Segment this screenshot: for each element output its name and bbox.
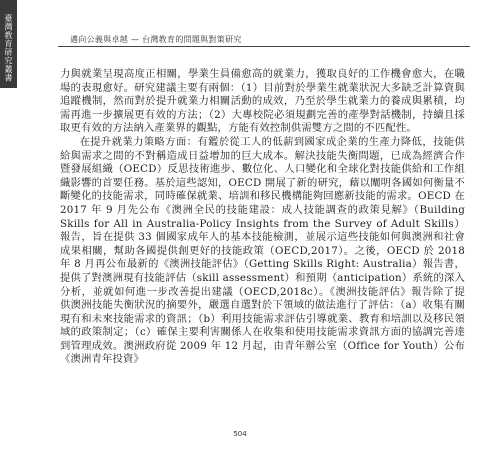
body-text — [60, 68, 465, 367]
side-tab — [0, 0, 17, 88]
page-number: 504 — [233, 430, 247, 438]
running-header: 邁向公義與卓越 — 台灣教育的問題與對策研究 — [70, 35, 242, 44]
header-rule — [58, 46, 470, 47]
side-tab-label: 臺灣教育研究叢書 — [4, 14, 13, 82]
paragraph-1: 力與就業呈現高度正相關，學業生員備愈高的就業力，獲取良好的工作機會愈大，在職場的表現愈好。研究建議主要有兩個：（1）目前對於學業生就業狀況大多缺乏計算資與追蹤機制，然而對於提升就業力相關活動的成效，乃至於學生就業力的養成與累積，均需再進一步擴展更有效的方法；（2）大專校院必須規劃完善的產學對話機制，持續且採取更有效的方法納入產業界的觀點，方能有效控制供需雙方之間的不匹配性。 — [60, 68, 465, 135]
paragraph-2: 在提升就業力策略方面：有鑑於從工人的低薪到國家成企業的生產力降低，技能供給與需求之間的不對稱造成日益增加的巨大成本。解決技能失衡問題，已成為經濟合作暨發展組織（OECD）反思技術進步、數位化、人口變化和全球化對技能供給和工作組織影響的首要任務。基於這些認知，OECD 開展了新的研究，藉以闡明各國如何衡量不斷變化的技能需求，同時確保就業、培訓和移民機構能夠回應新技能的需求。OECD 在 2017 年 9 月先公布《澳洲全民的技能建設：成人技能調查的政策見解》（Building Skills for All in Australia-Policy Insights from the Survey of Adult Skills）報告，旨在提供 33 個國家成年人的基本技能檢測，並展示這些技能如何與澳洲和社會成果相關，幫助各國提供創更好的技能政策（OECD,2017）。之後，OECD 於 2018 年 8 月再公布最新的《澳洲技能評估》（Getting Skills Right: Australia）報告書，提供了對澳洲現有技能評估（skill assessment）和預期（anticipation）系統的深入分析，並就如何進一步改善提出建議（OECD,2018c）。《澳洲技能評估》報告除了提供澳洲技能失衡狀況的摘要外，嚴選自選對於下領域的做法進行了評估：（a）收集有關現有和未來技能需求的資訊；（b）利用技能需求評估引導就業、教育和培訓以及移民領域的政策制定；（c）確保主要利害關係人在收集和使用技能需求資訊方面的協調完善達到管理成效。澳洲政府從 2009 年 12 月起，由青年辦公室（Office for Youth）公布《澳洲青年投資》 — [60, 135, 465, 366]
